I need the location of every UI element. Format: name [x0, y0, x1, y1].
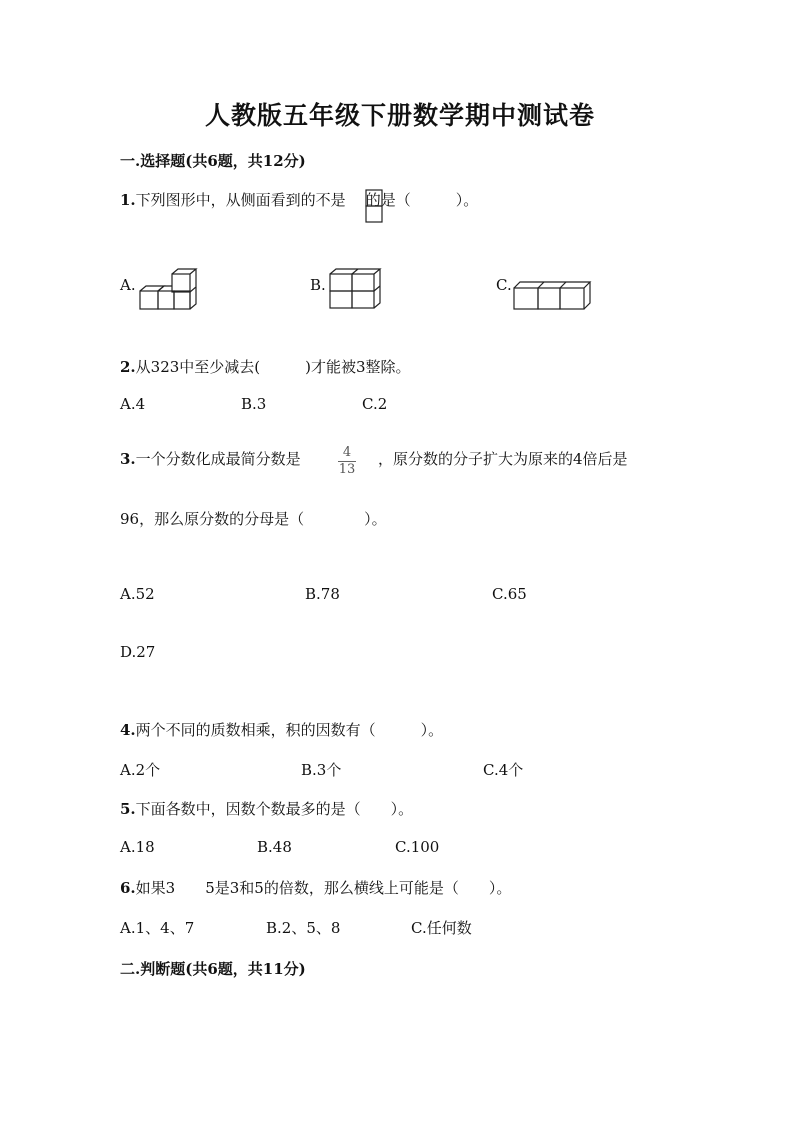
question-text: 下面各数中，因数个数最多的是（ ）。 [135, 800, 414, 818]
option-a: A.4 [120, 395, 146, 413]
question-number: 5. [120, 800, 136, 818]
question-text-end: 的是（ ）。 [365, 191, 479, 209]
option-b: B. [310, 276, 326, 294]
question-2 [120, 356, 411, 377]
question-text: 下列图形中，从侧面看到的不是 [135, 191, 346, 209]
question-number: 3. [120, 450, 136, 468]
fraction-numerator: 4 [342, 445, 352, 460]
option-b: B.2、5、8 [266, 919, 341, 937]
fraction [338, 441, 356, 477]
section-heading-choice: 一.选择题(共6题，共12分) [120, 152, 306, 170]
option-b: B.3 [241, 395, 267, 413]
question-text-line2: 96，那么原分数的分母是（ ）。 [120, 510, 387, 528]
question-3 [120, 448, 301, 469]
question-4 [120, 719, 443, 740]
fraction-denominator: 13 [338, 462, 356, 477]
option-c: C.65 [492, 585, 527, 603]
question-number: 2. [120, 358, 136, 376]
option-c: C.4个 [483, 761, 524, 779]
option-b: B.3个 [301, 761, 342, 779]
question-5 [120, 798, 413, 819]
question-text: 从323中至少减去( )才能被3整除。 [135, 358, 411, 376]
question-number: 4. [120, 721, 136, 739]
option-a: A.1、4、7 [120, 919, 195, 937]
cube-figure-b [328, 267, 384, 311]
question-number: 1. [120, 191, 136, 209]
cube-figure-a [138, 268, 198, 312]
cube-figure-c [512, 280, 596, 312]
option-b: B.78 [305, 585, 340, 603]
page-title: 人教版五年级下册数学期中测试卷 [204, 101, 595, 130]
option-c: C.任何数 [411, 919, 472, 937]
question-1 [120, 189, 478, 210]
question-text: 一个分数化成最简分数是 [135, 450, 301, 468]
two-stacked-squares-icon [365, 189, 385, 227]
question-6 [120, 877, 511, 898]
option-a: A.2个 [120, 761, 161, 779]
question-text: 两个不同的质数相乘，积的因数有（ ）。 [135, 721, 444, 739]
question-text: 如果3 5是3和5的倍数，那么横线上可能是（ ）。 [135, 879, 512, 897]
question-text-cont: ，原分数的分子扩大为原来的4倍后是 [378, 450, 628, 468]
option-b: B.48 [257, 838, 292, 856]
option-a: A.52 [120, 585, 155, 603]
option-c: C. [496, 276, 512, 294]
section-heading-judgement: 二.判断题(共6题，共11分) [120, 960, 306, 978]
question-number: 6. [120, 879, 136, 897]
option-c: C.2 [362, 395, 388, 413]
option-a: A.18 [120, 838, 155, 856]
option-d: D.27 [120, 643, 156, 661]
option-c: C.100 [395, 838, 440, 856]
option-a: A. [120, 276, 136, 294]
